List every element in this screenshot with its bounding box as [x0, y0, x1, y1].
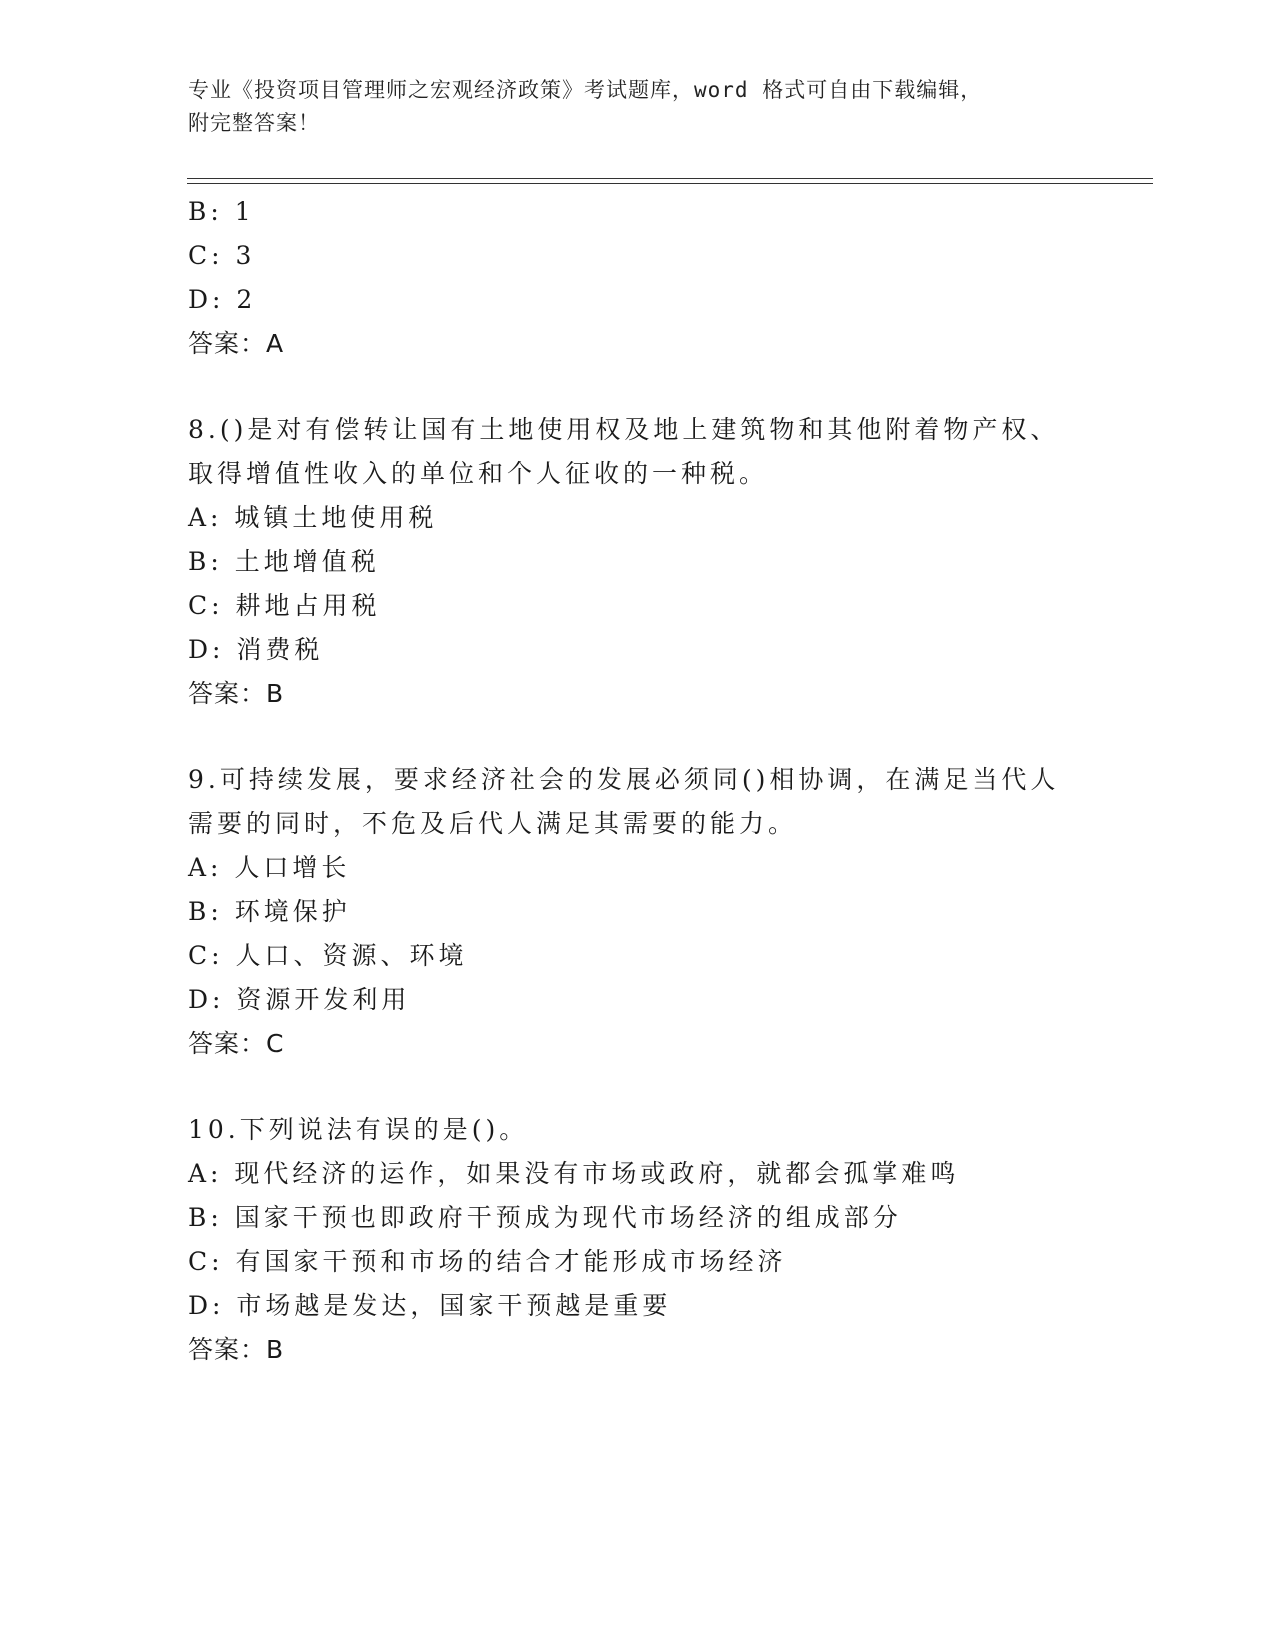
header-line-2: 附完整答案！: [188, 111, 320, 135]
question-8-stem: 8.()是对有偿转让国有土地使用权及地上建筑物和其他附着物产权、: [188, 415, 1060, 444]
question-9-option-c: C: 人口、资源、环境: [188, 941, 468, 970]
option-d: D: 2: [188, 285, 257, 314]
option-b: B: 1: [188, 197, 255, 226]
question-10-option-b: B: 国家干预也即政府干预成为现代市场经济的组成部分: [188, 1203, 902, 1232]
question-10-stem: 10.下列说法有误的是()。: [188, 1115, 529, 1144]
question-8-option-c: C: 耕地占用税: [188, 591, 381, 620]
question-10-option-c: C: 有国家干预和市场的结合才能形成市场经济: [188, 1247, 787, 1276]
question-8-option-d: D: 消费税: [188, 635, 324, 664]
answer-line: 答案：A: [188, 329, 285, 358]
question-8-stem-cont: 取得增值性收入的单位和个人征收的一种税。: [188, 459, 769, 488]
question-9-answer: 答案：C: [188, 1029, 285, 1058]
question-9-stem: 9.可持续发展，要求经济社会的发展必须同()相协调，在满足当代人: [188, 765, 1060, 794]
question-8-answer: 答案：B: [188, 679, 285, 708]
question-9-option-b: B: 环境保护: [188, 897, 351, 926]
question-10-option-d: D: 市场越是发达，国家干预越是重要: [188, 1291, 672, 1320]
question-9-option-a: A: 人口增长: [188, 853, 351, 882]
question-8-option-b: B: 土地增值税: [188, 547, 380, 576]
document-header: [188, 74, 1068, 140]
question-10-answer: 答案：B: [188, 1335, 285, 1364]
question-9-option-d: D: 资源开发利用: [188, 985, 411, 1014]
question-9-stem-cont: 需要的同时，不危及后代人满足其需要的能力。: [188, 809, 798, 838]
option-c: C: 3: [188, 241, 256, 270]
question-10-option-a: A: 现代经济的运作，如果没有市场或政府，就都会孤掌难鸣: [188, 1159, 960, 1188]
header-line-1: 专业《投资项目管理师之宏观经济政策》考试题库，word 格式可自由下载编辑，: [188, 78, 983, 102]
header-divider-top: [187, 178, 1153, 179]
question-8-option-a: A: 城镇土地使用税: [188, 503, 438, 532]
header-divider-bottom: [187, 183, 1153, 184]
